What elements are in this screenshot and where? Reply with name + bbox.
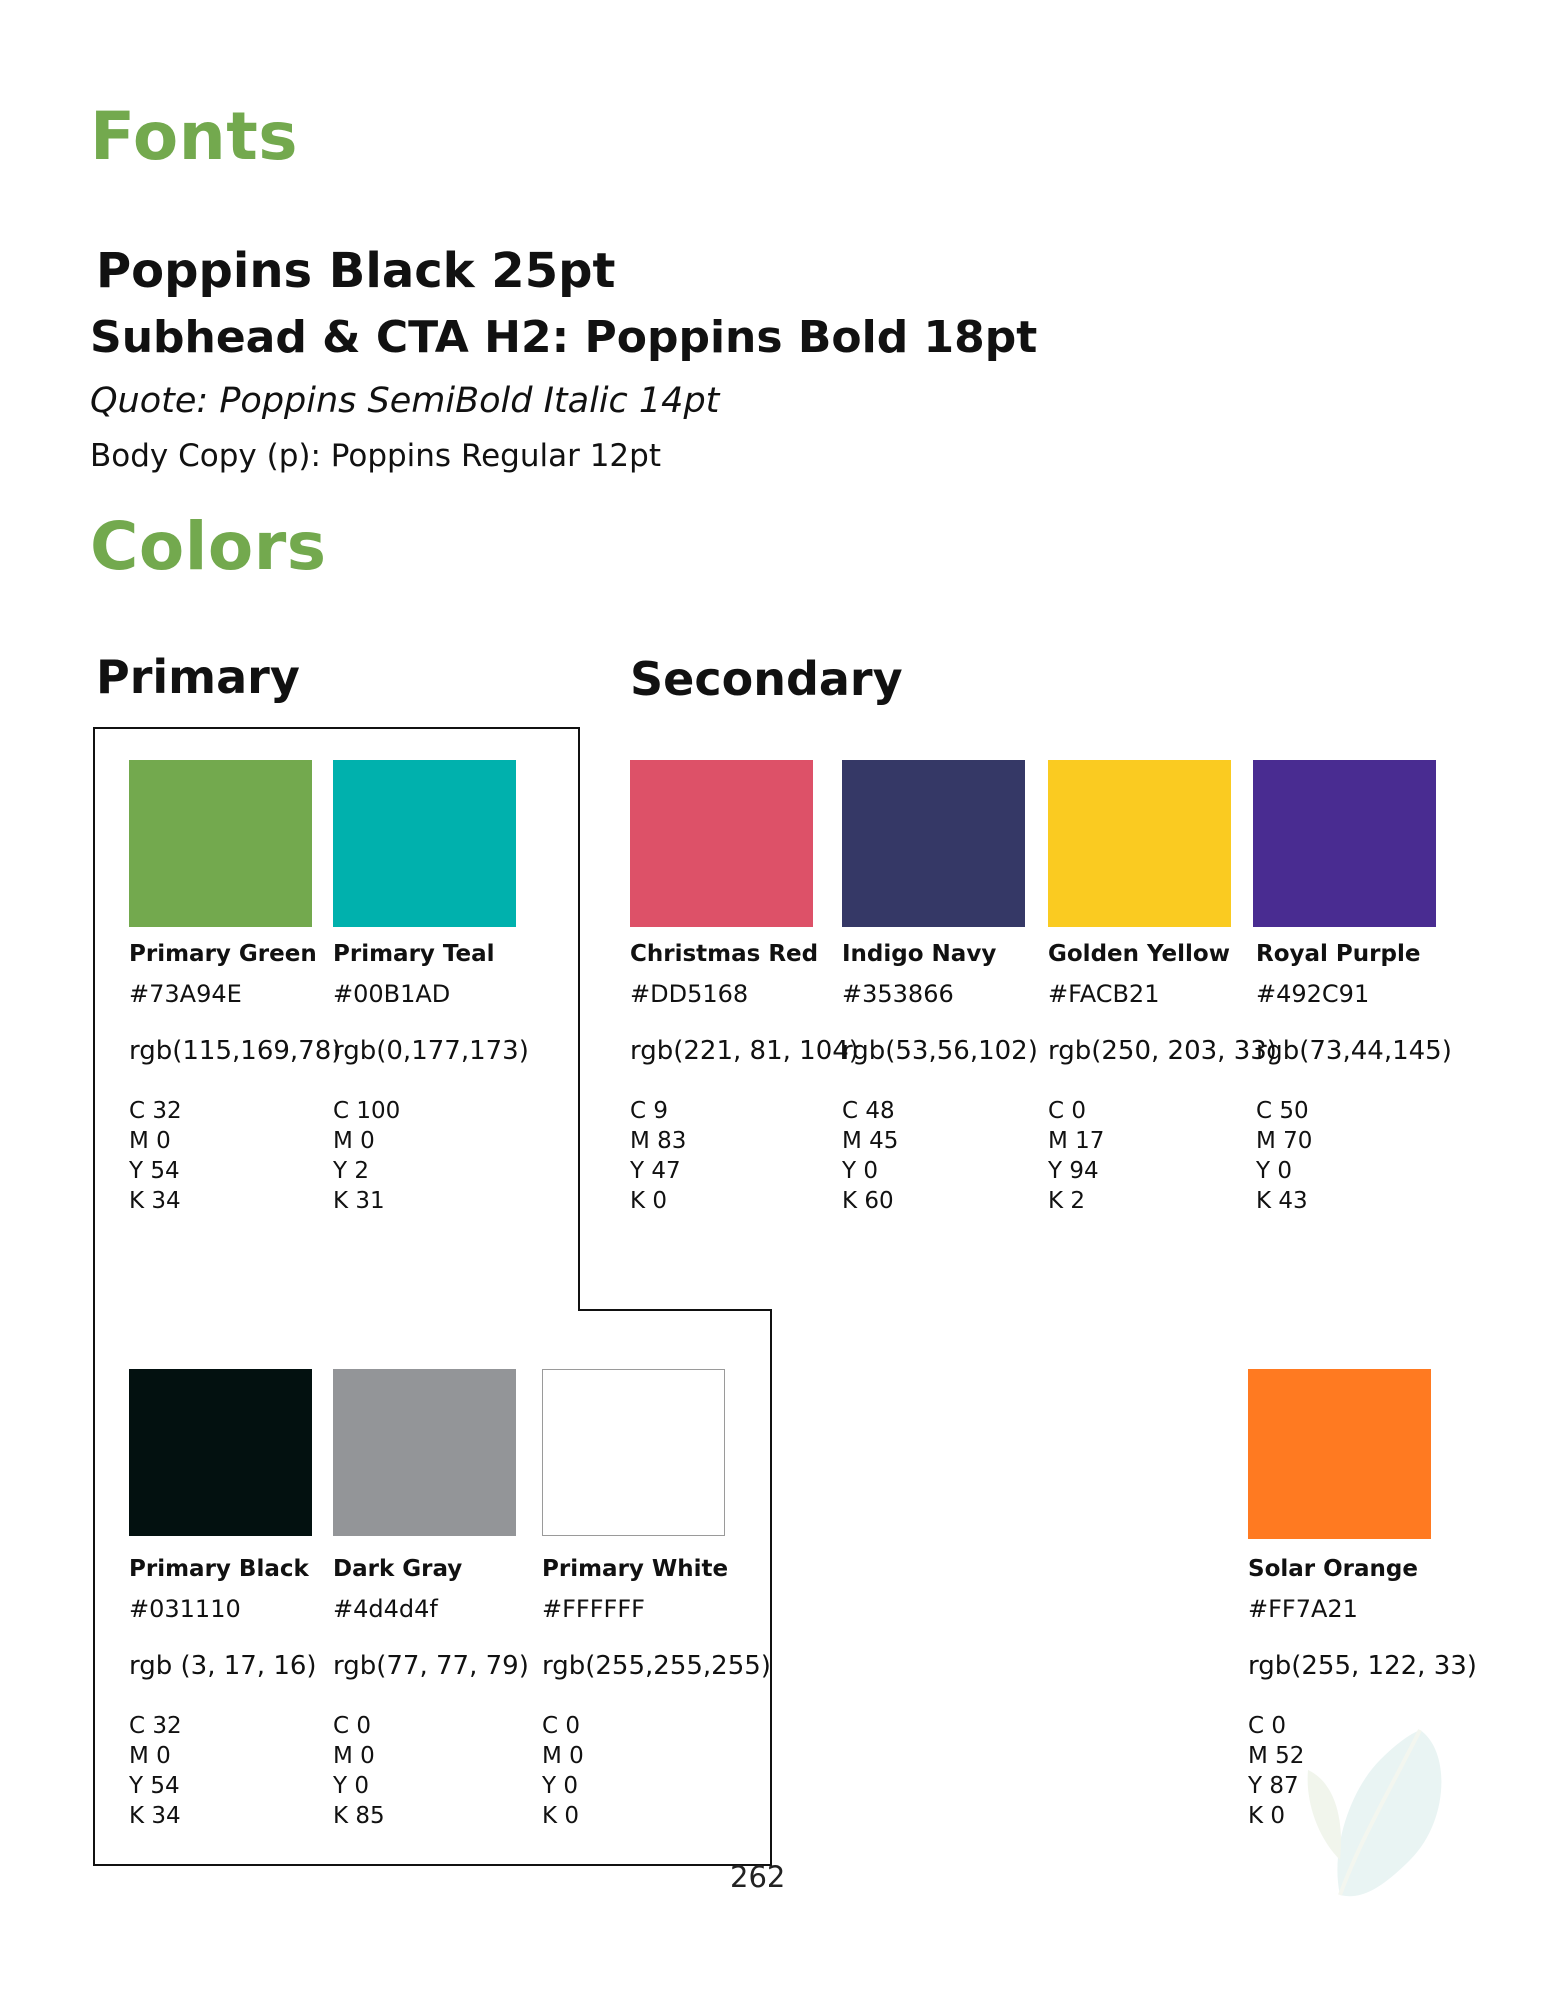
swatch-indigo-navy — [842, 760, 1025, 927]
color-name: Golden Yellow — [1048, 941, 1230, 967]
color-rgb: rgb(255,255,255) — [542, 1651, 771, 1681]
color-name: Primary White — [542, 1556, 729, 1582]
cmyk-m: M 0 — [333, 1128, 375, 1154]
swatch-primary-teal — [333, 760, 516, 927]
cmyk-m: M 17 — [1048, 1128, 1105, 1154]
cmyk-y: Y 54 — [129, 1773, 180, 1799]
swatch-solar-orange — [1248, 1369, 1431, 1539]
primary-heading: Primary — [96, 650, 300, 704]
swatch-christmas-red — [630, 760, 813, 927]
cmyk-y: Y 47 — [630, 1158, 681, 1184]
color-cmyk — [1256, 1096, 1496, 1216]
color-hex: #353866 — [842, 980, 954, 1008]
cmyk-m: M 83 — [630, 1128, 687, 1154]
page-number: 262 — [730, 1860, 786, 1894]
color-name: Primary Green — [129, 941, 317, 967]
swatch-golden-yellow — [1048, 760, 1231, 927]
cmyk-c: C 100 — [333, 1098, 401, 1124]
color-info-indigo-navy — [842, 940, 1082, 1216]
cmyk-m: M 70 — [1256, 1128, 1313, 1154]
color-name: Solar Orange — [1248, 1556, 1418, 1582]
color-cmyk — [842, 1096, 1082, 1216]
color-rgb: rgb(73,44,145) — [1256, 1036, 1452, 1066]
color-rgb: rgb(221, 81, 104) — [630, 1036, 859, 1066]
secondary-heading: Secondary — [630, 652, 903, 706]
color-cmyk — [1048, 1096, 1288, 1216]
cmyk-m: M 52 — [1248, 1743, 1305, 1769]
swatch-primary-white — [542, 1369, 725, 1536]
cmyk-c: C 9 — [630, 1098, 669, 1124]
cmyk-c: C 48 — [842, 1098, 895, 1124]
cmyk-k: K 2 — [1048, 1188, 1086, 1214]
swatch-primary-black — [129, 1369, 312, 1536]
cmyk-c: C 32 — [129, 1098, 182, 1124]
cmyk-c: C 0 — [333, 1713, 372, 1739]
color-hex: #FACB21 — [1048, 980, 1160, 1008]
cmyk-c: C 0 — [542, 1713, 581, 1739]
cmyk-y: Y 87 — [1248, 1773, 1299, 1799]
cmyk-y: Y 94 — [1048, 1158, 1099, 1184]
cmyk-k: K 34 — [129, 1803, 181, 1829]
cmyk-c: C 0 — [1048, 1098, 1087, 1124]
color-name: Christmas Red — [630, 941, 819, 967]
color-info-christmas-red — [630, 940, 870, 1216]
leaf-watermark-icon — [1300, 1710, 1450, 1910]
color-name: Indigo Navy — [842, 941, 997, 967]
cmyk-y: Y 0 — [1256, 1158, 1292, 1184]
color-hex: #DD5168 — [630, 980, 749, 1008]
color-hex: #4d4d4f — [333, 1595, 438, 1623]
font-sample-body: Body Copy (p): Poppins Regular 12pt — [90, 438, 661, 474]
color-rgb: rgb (3, 17, 16) — [129, 1651, 317, 1681]
color-name: Primary Teal — [333, 941, 495, 967]
color-cmyk — [542, 1711, 782, 1831]
color-hex: #FFFFFF — [542, 1595, 645, 1623]
cmyk-y: Y 2 — [333, 1158, 369, 1184]
color-hex: #031110 — [129, 1595, 241, 1623]
swatch-dark-gray — [333, 1369, 516, 1536]
color-info-dark-gray — [333, 1555, 573, 1831]
cmyk-m: M 45 — [842, 1128, 899, 1154]
cmyk-k: K 0 — [542, 1803, 580, 1829]
color-cmyk — [630, 1096, 870, 1216]
color-hex: #492C91 — [1256, 980, 1370, 1008]
cmyk-c: C 32 — [129, 1713, 182, 1739]
color-rgb: rgb(115,169,78) — [129, 1036, 342, 1066]
cmyk-y: Y 54 — [129, 1158, 180, 1184]
color-rgb: rgb(0,177,173) — [333, 1036, 529, 1066]
swatch-primary-green — [129, 760, 312, 927]
cmyk-k: K 43 — [1256, 1188, 1308, 1214]
color-hex: #FF7A21 — [1248, 1595, 1358, 1623]
color-cmyk — [333, 1096, 573, 1216]
color-hex: #00B1AD — [333, 980, 451, 1008]
cmyk-m: M 0 — [333, 1743, 375, 1769]
cmyk-m: M 0 — [129, 1128, 171, 1154]
color-rgb: rgb(250, 203, 33) — [1048, 1036, 1277, 1066]
color-rgb: rgb(255, 122, 33) — [1248, 1651, 1477, 1681]
cmyk-k: K 31 — [333, 1188, 385, 1214]
cmyk-k: K 85 — [333, 1803, 385, 1829]
color-info-golden-yellow — [1048, 940, 1288, 1216]
cmyk-c: C 0 — [1248, 1713, 1287, 1739]
color-name: Royal Purple — [1256, 941, 1421, 967]
fonts-heading: Fonts — [90, 98, 299, 175]
cmyk-y: Y 0 — [542, 1773, 578, 1799]
color-info-primary-white — [542, 1555, 782, 1831]
color-name: Primary Black — [129, 1556, 309, 1582]
cmyk-c: C 50 — [1256, 1098, 1309, 1124]
cmyk-y: Y 0 — [333, 1773, 369, 1799]
cmyk-y: Y 0 — [842, 1158, 878, 1184]
cmyk-k: K 34 — [129, 1188, 181, 1214]
swatch-royal-purple — [1253, 760, 1436, 927]
colors-heading: Colors — [90, 508, 327, 585]
color-info-primary-teal — [333, 940, 573, 1216]
cmyk-m: M 0 — [129, 1743, 171, 1769]
color-hex: #73A94E — [129, 980, 242, 1008]
font-sample-quote: Quote: Poppins SemiBold Italic 14pt — [90, 381, 720, 421]
color-name: Dark Gray — [333, 1556, 463, 1582]
font-sample-headline: Poppins Black 25pt — [96, 243, 616, 299]
cmyk-k: K 0 — [630, 1188, 668, 1214]
cmyk-m: M 0 — [542, 1743, 584, 1769]
cmyk-k: K 60 — [842, 1188, 894, 1214]
color-rgb: rgb(77, 77, 79) — [333, 1651, 529, 1681]
color-info-royal-purple — [1256, 940, 1496, 1216]
font-sample-subhead: Subhead & CTA H2: Poppins Bold 18pt — [90, 312, 1038, 363]
color-rgb: rgb(53,56,102) — [842, 1036, 1038, 1066]
color-cmyk — [333, 1711, 573, 1831]
cmyk-k: K 0 — [1248, 1803, 1286, 1829]
